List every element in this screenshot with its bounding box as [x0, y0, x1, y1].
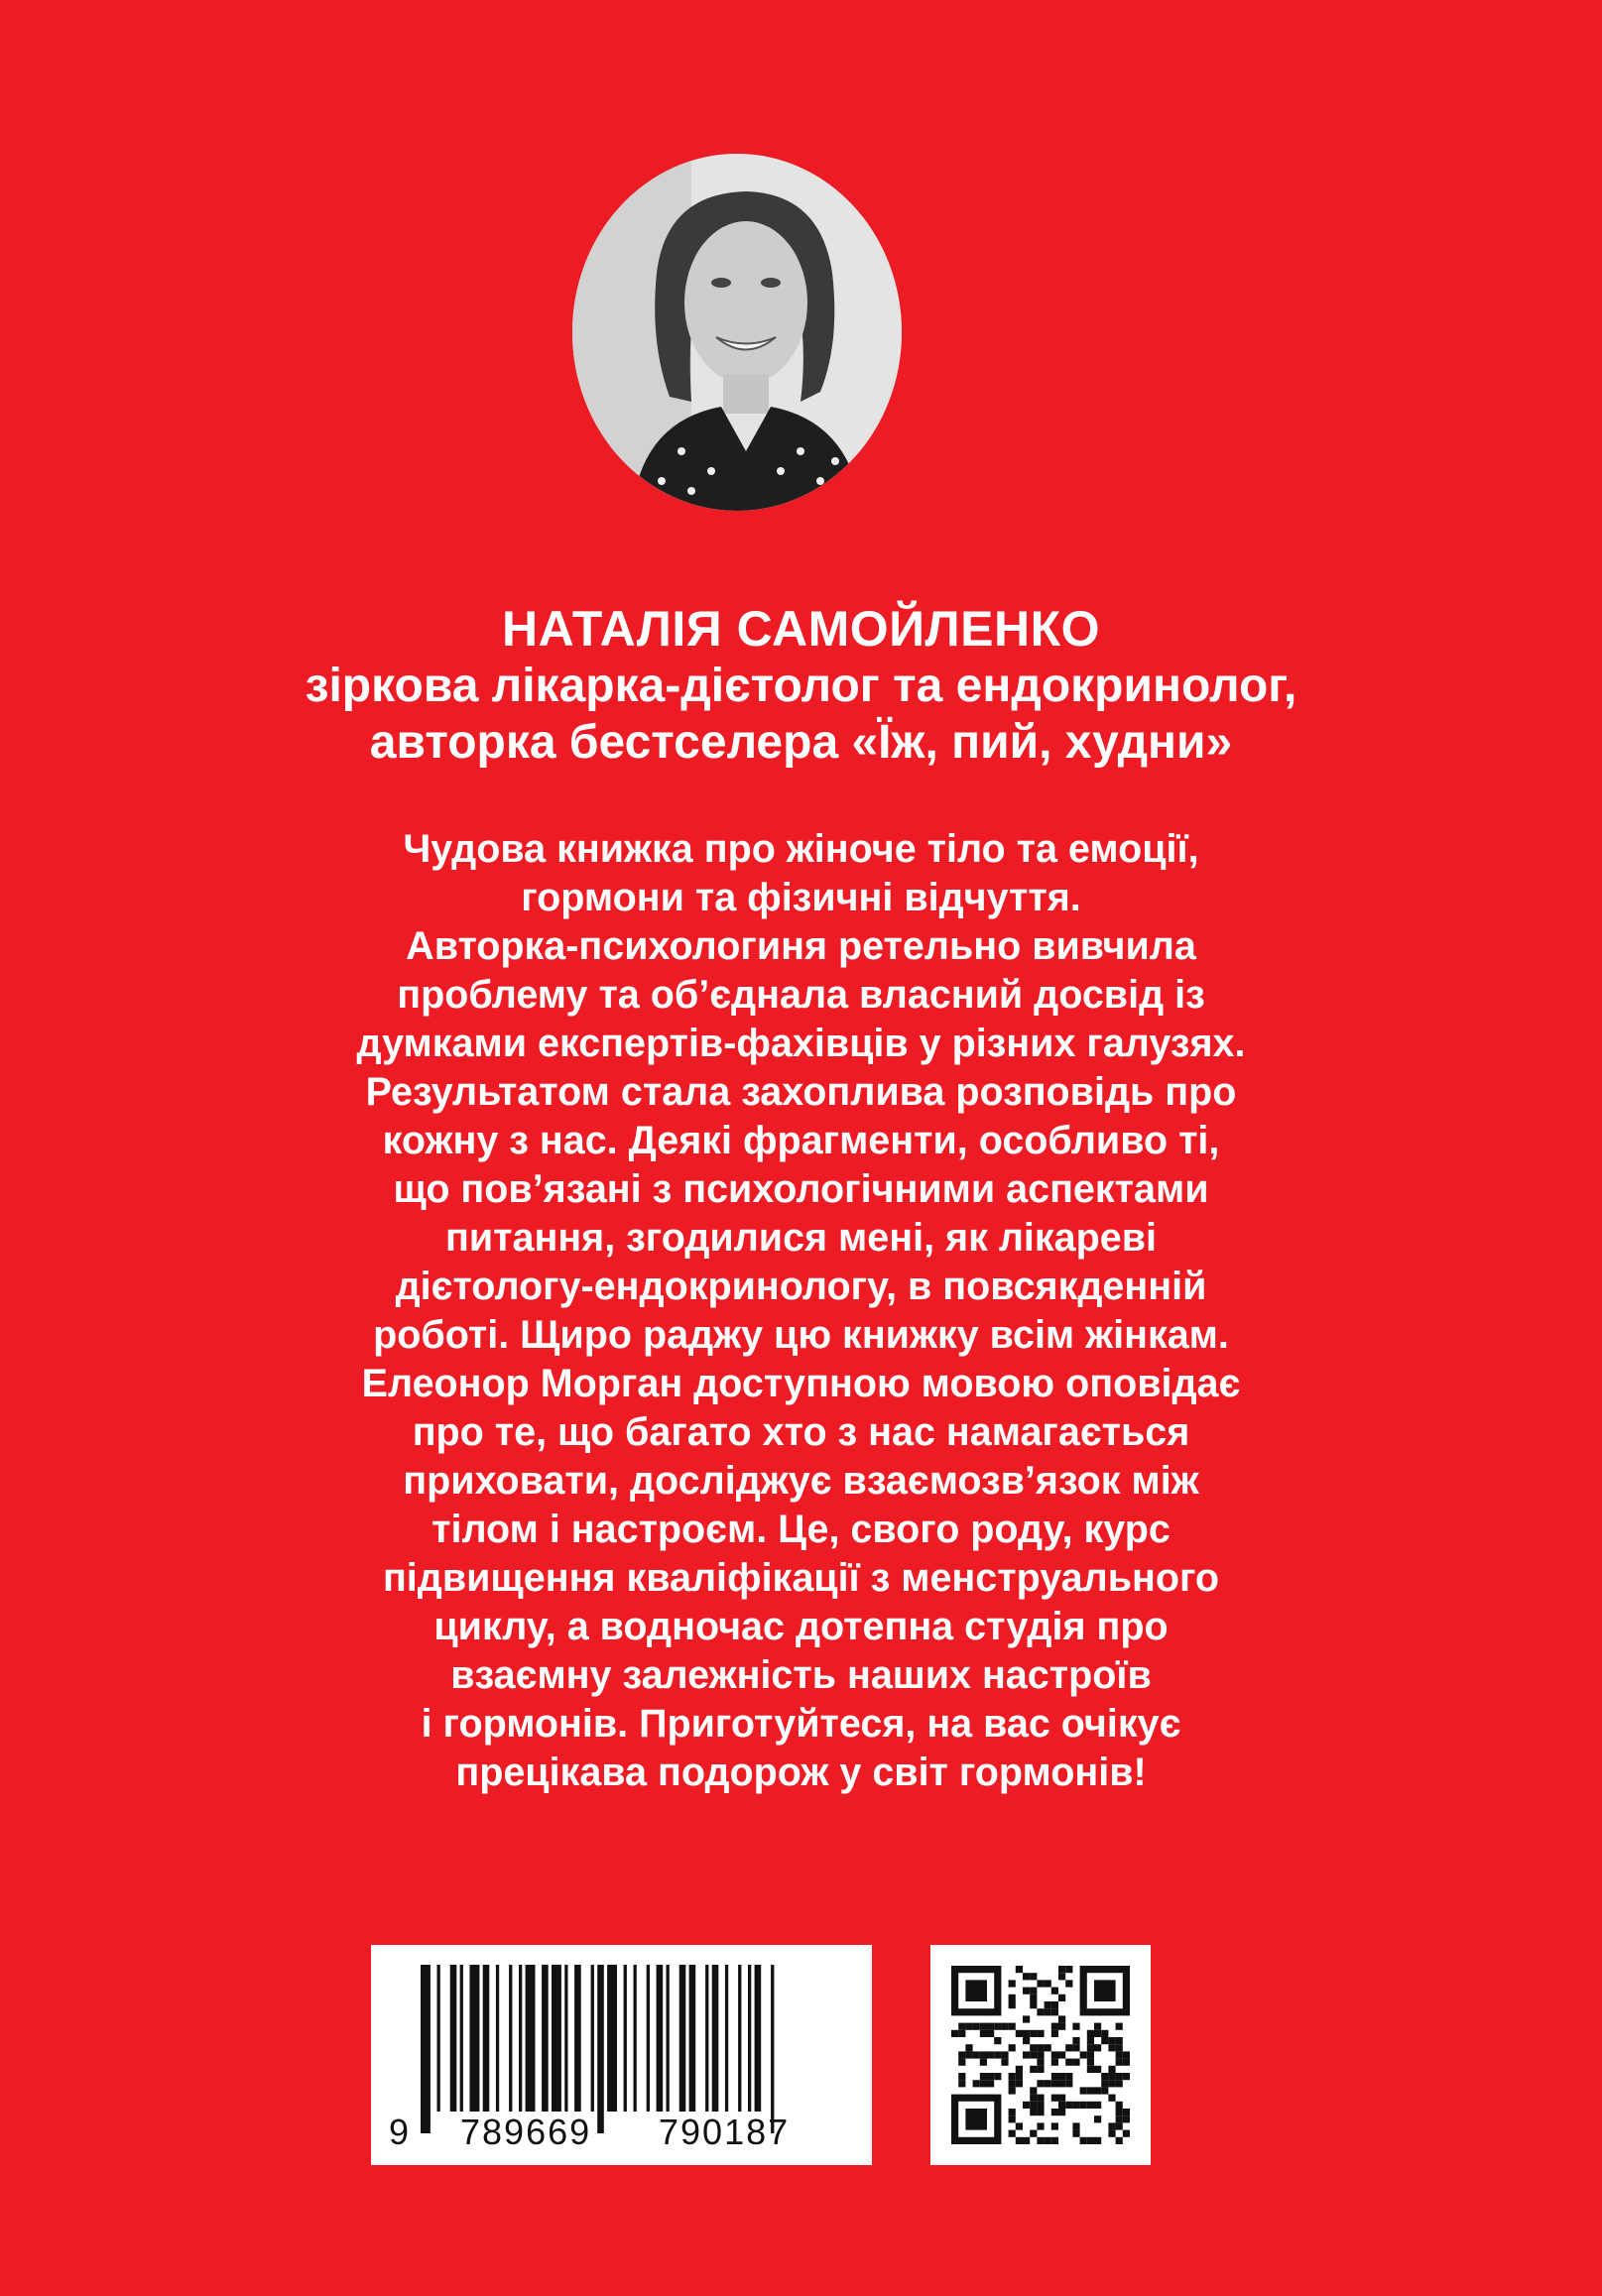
qr-module	[1001, 2023, 1008, 2030]
qr-module	[1116, 2073, 1123, 2080]
qr-module	[1108, 2080, 1115, 2087]
qr-module	[1030, 2066, 1037, 2073]
qr-module	[1051, 2001, 1058, 2008]
qr-module	[965, 2023, 972, 2030]
review-line: підвищення кваліфікації з менструального	[382, 1556, 1220, 1600]
review-line: прецікава подорож у світ гормонів!	[455, 1751, 1147, 1794]
qr-module	[1123, 2051, 1130, 2058]
qr-module	[1108, 2037, 1115, 2044]
qr-module	[1051, 2073, 1058, 2080]
qr-module	[1009, 2023, 1016, 2030]
review-line: Авторка-психологиня ретельно вивчила	[406, 924, 1196, 968]
barcode-bar	[725, 1965, 728, 2112]
qr-module	[1087, 2137, 1094, 2144]
qr-module	[1094, 2137, 1101, 2144]
qr-module	[1051, 1988, 1058, 1994]
barcode-bar	[634, 1965, 637, 2112]
qr-module	[1016, 1966, 1023, 1973]
qr-module	[1023, 2051, 1030, 2058]
qr-module	[1116, 2137, 1123, 2144]
qr-module	[1058, 1966, 1065, 1973]
review-line: циклу, а водночас дотепна студія про	[433, 1605, 1169, 1648]
review-line: взаємну залежність наших настроїв	[450, 1653, 1152, 1697]
qr-module	[1009, 2130, 1016, 2137]
qr-module	[1023, 2030, 1030, 2037]
qr-module	[1037, 2102, 1044, 2109]
qr-module	[965, 1980, 987, 2001]
author-title-line1: зіркова лікарка-дієтолог та ендокринолог,	[305, 660, 1297, 712]
qr-module	[1087, 2066, 1094, 2073]
author-title-line2: авторка бестселера «Їж, пий, худни»	[369, 716, 1233, 769]
qr-module	[1030, 2087, 1037, 2094]
qr-module	[1072, 2122, 1079, 2129]
review-line: Елеонор Морган доступною мовою оповідає	[361, 1362, 1241, 1405]
qr-module	[1009, 1980, 1016, 1987]
qr-module	[1080, 2102, 1087, 2109]
qr-module	[1045, 2080, 1051, 2087]
qr-module	[1101, 2073, 1108, 2080]
review-text	[198, 825, 1404, 1797]
barcode-bar	[483, 1965, 490, 2112]
review-line: Результатом стала захоплива розповідь про	[365, 1070, 1237, 1114]
qr-module	[1094, 2066, 1101, 2073]
qr-module	[980, 2030, 987, 2037]
qr-module	[1030, 2030, 1037, 2037]
qr-module	[1058, 2015, 1065, 2022]
qr-module	[994, 2023, 1001, 2030]
qr-module	[1037, 2122, 1044, 2129]
qr-module	[1101, 2037, 1108, 2044]
barcode-bar	[679, 1965, 686, 2112]
qr-module	[1051, 2023, 1058, 2030]
qr-module	[1058, 2051, 1065, 2058]
barcode-digits	[371, 2112, 872, 2151]
qr-module	[1108, 2095, 1115, 2102]
qr-module	[1001, 2059, 1008, 2066]
qr-module	[1072, 2044, 1079, 2051]
qr-module	[958, 2051, 965, 2058]
qr-module	[1108, 2130, 1115, 2137]
barcode-bar	[552, 1965, 561, 2112]
qr-module	[994, 2037, 1001, 2044]
qr-module	[1094, 2115, 1101, 2122]
qr-module	[1051, 2095, 1058, 2102]
review-line: гормони та фізичні відчуття.	[521, 876, 1081, 919]
qr-module	[951, 2030, 958, 2037]
qr-module	[980, 2080, 987, 2087]
qr-module	[1037, 2008, 1044, 2015]
qr-module	[1016, 2137, 1023, 2144]
qr-module	[994, 2051, 1001, 2058]
barcode-bar	[689, 1965, 696, 2112]
qr-module	[1023, 2102, 1030, 2109]
barcode-bar	[470, 1965, 480, 2112]
qr-module	[1101, 2087, 1108, 2094]
review-line: думками експертів-фахівців у різних галузях.	[356, 1022, 1246, 1065]
qr-module	[1065, 2102, 1072, 2109]
qr-module	[1058, 2023, 1065, 2030]
qr-module	[1023, 2037, 1030, 2044]
qr-module	[1037, 2109, 1044, 2115]
author-info	[0, 601, 1602, 771]
review-line: і гормонів. Приготуйтеся, на вас очікує	[421, 1702, 1181, 1746]
review-line: питання, згодилися мені, як лікареві	[445, 1216, 1157, 1260]
qr-module	[1065, 2059, 1072, 2066]
barcode-bar	[526, 1965, 536, 2112]
barcode-bar	[647, 1965, 650, 2112]
qr-module	[1080, 2137, 1087, 2144]
qr-module	[1072, 2102, 1079, 2109]
qr-module	[1058, 2080, 1065, 2087]
qr-module	[958, 2030, 965, 2037]
qr-module	[1058, 1973, 1065, 1980]
qr-module	[1016, 2066, 1023, 2073]
qr-module	[980, 2023, 987, 2030]
qr-module	[1037, 2059, 1044, 2066]
qr-module	[1030, 2044, 1037, 2051]
qr-module	[1072, 2130, 1079, 2137]
qr-module	[1023, 2015, 1030, 2022]
qr-module	[987, 2023, 994, 2030]
qr-module	[980, 2059, 987, 2066]
qr-module	[1030, 2102, 1037, 2109]
barcode-digit-first: 9	[389, 2112, 410, 2152]
qr-module	[1051, 2030, 1058, 2037]
barcode-bar	[705, 1965, 708, 2112]
qr-code-pattern	[930, 1945, 1151, 2165]
qr-module	[1009, 1994, 1016, 2001]
qr-module	[1058, 2109, 1065, 2115]
qr-module	[1045, 1980, 1051, 1987]
qr-module	[1058, 2102, 1065, 2109]
barcode-bar	[748, 1965, 751, 2112]
review-line: кожну з нас. Деякі фрагменти, особливо ті,	[382, 1119, 1220, 1162]
qr-module	[1058, 1994, 1065, 2001]
barcode-bar	[597, 1965, 604, 2133]
qr-module	[1045, 2001, 1051, 2008]
qr-module	[1051, 2122, 1058, 2129]
qr-module	[1080, 2051, 1087, 2058]
qr-module	[1087, 2044, 1094, 2051]
qr-module	[980, 2051, 987, 2058]
barcode-bar	[509, 1965, 512, 2112]
qr-module	[1016, 2122, 1023, 2129]
qr-module	[1116, 2109, 1123, 2115]
qr-module	[987, 2051, 994, 2058]
qr-module	[1016, 2080, 1023, 2087]
qr-module	[1051, 2059, 1058, 2066]
qr-module	[1037, 1980, 1044, 1987]
qr-module	[1030, 2001, 1037, 2008]
barcode-bar	[421, 1965, 431, 2133]
qr-module	[1072, 2037, 1079, 2044]
barcode-bar	[574, 1965, 581, 2112]
barcode-bar	[591, 1965, 594, 2112]
qr-module	[1045, 2137, 1051, 2144]
barcode-bar	[712, 1965, 719, 2112]
qr-module	[994, 2073, 1001, 2080]
qr-module	[1094, 2044, 1101, 2051]
qr-module	[1101, 2030, 1108, 2037]
qr-module	[1037, 2030, 1044, 2037]
qr-module	[1094, 2030, 1101, 2037]
qr-module	[1037, 2044, 1044, 2051]
qr-module	[1009, 2073, 1016, 2080]
qr-module	[1087, 2059, 1094, 2066]
qr-module	[1123, 2130, 1130, 2137]
qr-module	[987, 2080, 994, 2087]
qr-module	[1051, 2137, 1058, 2144]
qr-module	[973, 2080, 980, 2087]
qr-module	[1116, 2044, 1123, 2051]
barcode-bar	[519, 1965, 522, 2112]
barcode-digits-left: 789669	[460, 2112, 592, 2152]
qr-module	[1030, 2109, 1037, 2115]
qr-module	[1116, 2102, 1123, 2109]
barcode-bar	[564, 1965, 567, 2112]
qr-module	[1045, 2008, 1051, 2015]
barcode-bar	[607, 1965, 617, 2112]
barcode-bar	[771, 1965, 774, 2133]
qr-module	[1037, 2095, 1044, 2102]
qr-module	[1009, 2001, 1016, 2008]
qr-module	[980, 2073, 987, 2080]
qr-module	[958, 2080, 965, 2087]
qr-module	[1065, 2080, 1072, 2087]
qr-module	[973, 2023, 980, 2030]
qr-module	[1108, 2066, 1115, 2073]
barcode-digits-right: 790187	[659, 2112, 791, 2152]
qr-module	[1116, 2122, 1123, 2129]
barcode-bar	[437, 1965, 440, 2112]
barcode-bar	[755, 1965, 762, 2112]
qr-module	[958, 2023, 965, 2030]
review-line: що пов’язані з психологічними аспектами	[393, 1167, 1209, 1211]
qr-module	[1023, 2137, 1030, 2144]
qr-module	[1037, 2137, 1044, 2144]
qr-module	[1080, 2087, 1087, 2094]
review-line: приховати, досліджує взаємозв’язок між	[403, 1459, 1199, 1503]
qr-module	[1065, 2073, 1072, 2080]
qr-module	[1030, 2051, 1037, 2058]
qr-module	[1037, 2066, 1044, 2073]
qr-module	[973, 2051, 980, 2058]
qr-module	[1065, 1966, 1072, 1973]
qr-module	[1116, 2059, 1123, 2066]
qr-module	[958, 2073, 965, 2080]
qr-module	[1123, 2059, 1130, 2066]
qr-module	[1030, 2130, 1037, 2137]
qr-module	[1009, 2109, 1016, 2115]
qr-module	[1072, 2023, 1079, 2030]
review-line: роботі. Щиро раджу цю книжку всім жінкам.	[373, 1313, 1229, 1357]
qr-module	[965, 2109, 987, 2130]
qr-module	[1108, 2044, 1115, 2051]
qr-module	[1009, 2044, 1016, 2051]
qr-module	[1123, 2109, 1130, 2115]
isbn-barcode	[371, 1945, 872, 2165]
barcode-bar	[460, 1965, 463, 2112]
qr-module	[1023, 1988, 1030, 1994]
review-line: про те, що багато хто з нас намагається	[412, 1410, 1190, 1454]
qr-module	[1087, 2087, 1094, 2094]
qr-module	[1116, 2023, 1123, 2030]
qr-module	[1016, 2073, 1023, 2080]
barcode-bar	[738, 1965, 741, 2112]
qr-module	[1037, 2080, 1044, 2087]
qr-module	[1023, 1973, 1030, 1980]
review-line: Чудова книжка про жіноче тіло та емоції,	[403, 827, 1199, 871]
qr-module	[1087, 2030, 1094, 2037]
qr-module	[1030, 1973, 1037, 1980]
qr-module	[1116, 2051, 1123, 2058]
qr-module	[1094, 2102, 1101, 2109]
qr-module	[1094, 2087, 1101, 2094]
barcode-bar	[624, 1965, 627, 2112]
qr-module	[987, 2030, 994, 2037]
qr-module	[1087, 2102, 1094, 2109]
qr-module	[1001, 2051, 1008, 2058]
review-line: дієтологу-ендокринологу, в повсякденній	[395, 1265, 1207, 1308]
qr-module	[1065, 1980, 1072, 1987]
qr-module	[987, 2073, 994, 2080]
qr-module	[1051, 2008, 1058, 2015]
barcode-bar	[657, 1965, 664, 2112]
qr-module	[958, 2059, 965, 2066]
qr-module	[1030, 1988, 1037, 1994]
qr-module	[1116, 2037, 1123, 2044]
author-portrait	[572, 154, 902, 511]
qr-module	[1030, 2095, 1037, 2102]
qr-module	[1051, 2051, 1058, 2058]
barcode-bar	[542, 1965, 549, 2112]
qr-module	[1094, 2023, 1101, 2030]
qr-module	[1101, 2080, 1108, 2087]
qr-module	[1009, 2080, 1016, 2087]
review-line: проблему та об’єднала власний досвід із	[397, 973, 1205, 1017]
qr-module	[1058, 2095, 1065, 2102]
qr-module	[1108, 2073, 1115, 2080]
qr-module	[1037, 2051, 1044, 2058]
qr-module	[1072, 2059, 1079, 2066]
qr-module	[1016, 2030, 1023, 2037]
qr-module	[965, 2044, 972, 2051]
qr-module	[1045, 2044, 1051, 2051]
barcode-bar	[496, 1965, 499, 2112]
qr-module	[1087, 2037, 1094, 2044]
qr-module	[1116, 2080, 1123, 2087]
qr-module	[1009, 2087, 1016, 2094]
qr-module	[1065, 2044, 1072, 2051]
barcode-bar	[667, 1965, 670, 2112]
review-line: тілом і настроєм. Це, свого роду, курс	[431, 1508, 1171, 1551]
qr-module	[1116, 2115, 1123, 2122]
qr-module	[1123, 2073, 1130, 2080]
qr-module	[1058, 2073, 1065, 2080]
qr-module	[1051, 2080, 1058, 2087]
qr-module	[1123, 2115, 1130, 2122]
qr-module	[1030, 1994, 1037, 2001]
qr-module	[965, 2051, 972, 2058]
qr-module	[1051, 2109, 1058, 2115]
qr-module	[1009, 2115, 1016, 2122]
author-name: НАТАЛІЯ САМОЙЛЕНКО	[501, 601, 1101, 657]
qr-module	[1094, 1980, 1116, 2001]
qr-module	[1087, 2051, 1094, 2058]
qr-module	[1108, 2122, 1115, 2129]
barcode-bar	[450, 1965, 457, 2112]
qr-code	[930, 1945, 1151, 2165]
